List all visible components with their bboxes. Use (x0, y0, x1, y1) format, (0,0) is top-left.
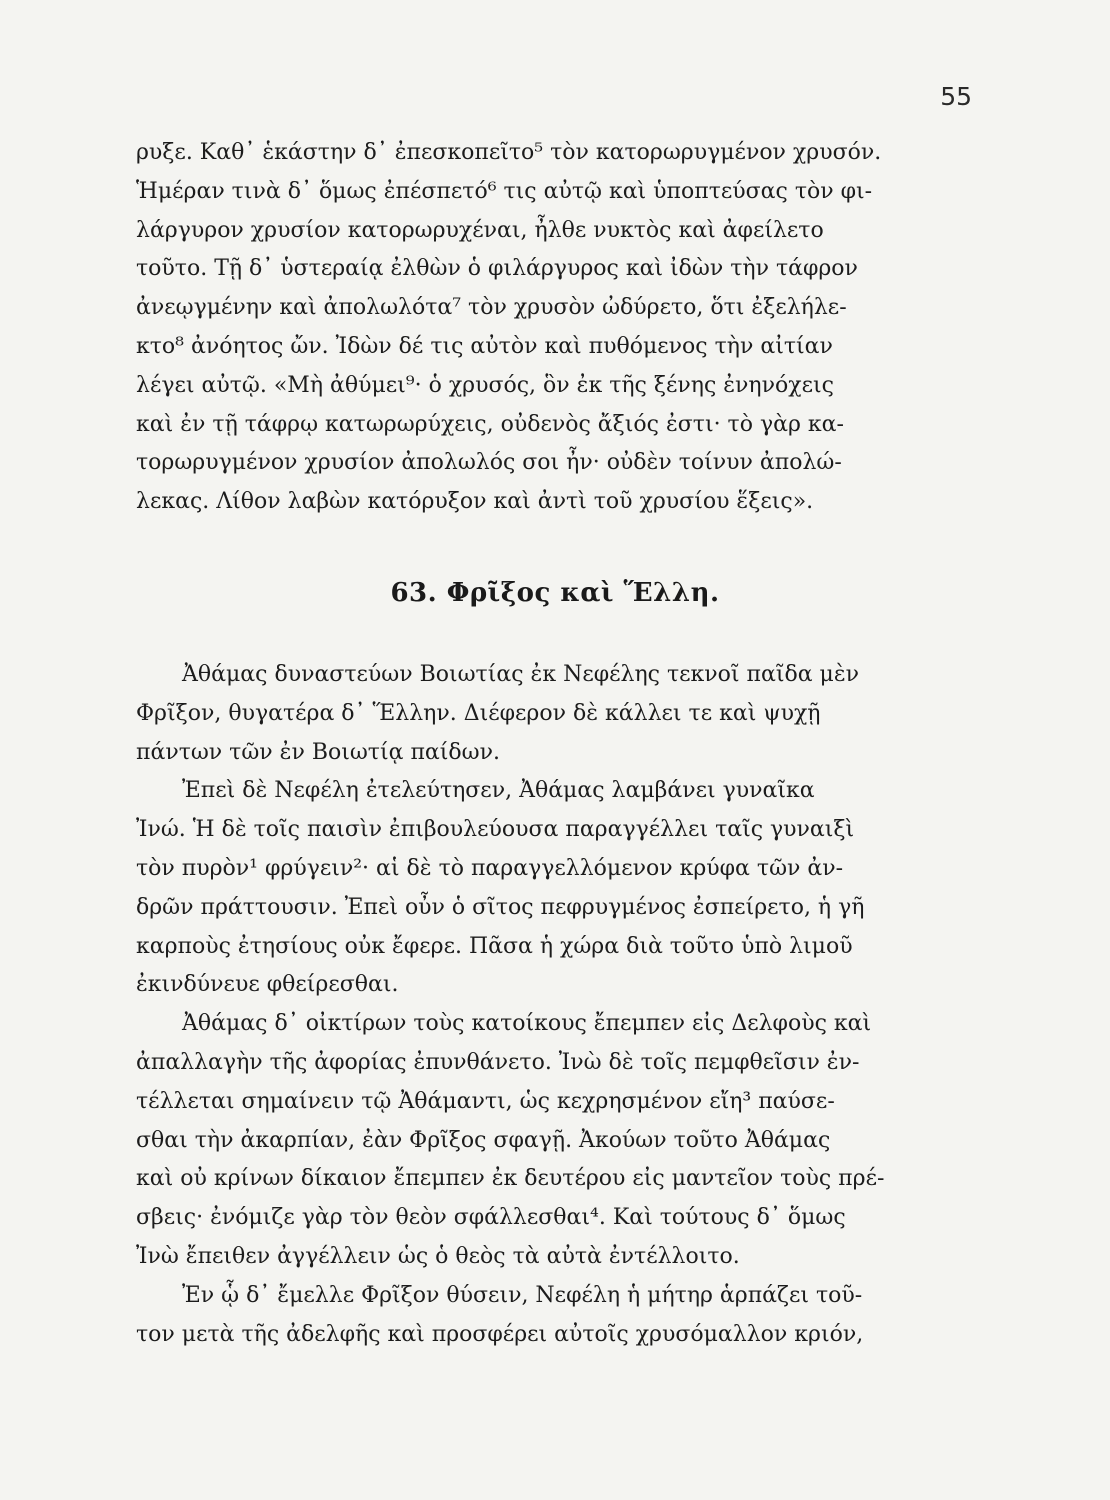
text-line: τὸν πυρὸν¹ φρύγειν²· αἱ δὲ τὸ παραγγελλόμενον κρύφα τῶν ἀν- (136, 855, 844, 881)
text-line: ἀνεῳγμένην καὶ ἀπολωλότα⁷ τὸν χρυσὸν ὠδύρετο, ὅτι ἐξελήλε- (136, 295, 847, 321)
text-line: καὶ ἐν τῇ τάφρῳ κατωρωρύχεις, οὐδενὸς ἄξιός ἐστι· τὸ γὰρ κα- (136, 411, 844, 437)
text-line: πάντων τῶν ἐν Βοιωτίᾳ παίδων. (136, 739, 500, 765)
text-line: τέλλεται σημαίνειν τῷ Ἀθάμαντι, ὡς κεχρησμένον εἴη³ παύσε- (136, 1088, 835, 1114)
section-heading: 63. Φρῖξος καὶ Ἕλλη. (390, 578, 720, 608)
text-line: λεκας. Λίθον λαβὼν κατόρυξον καὶ ἀντὶ τοῦ χρυσίου ἕξεις». (136, 489, 814, 515)
text-line: Ἰνὼ ἔπειθεν ἀγγέλλειν ὡς ὁ θεὸς τὰ αὐτὰ ἐντέλλοιτο. (136, 1243, 740, 1269)
text-line: καρποὺς ἐτησίους οὐκ ἔφερε. Πᾶσα ἡ χώρα διὰ τοῦτο ὑπὸ λιμοῦ (136, 933, 853, 959)
text-line: Ἡμέραν τινὰ δ᾽ ὅμως ἐπέσπετό⁶ τις αὐτῷ καὶ ὑποπτεύσας τὸν φι- (136, 178, 873, 204)
text-line: τον μετὰ τῆς ἀδελφῆς καὶ προσφέρει αὐτοῖς χρυσόμαλλον κριόν, (136, 1321, 864, 1347)
text-line: ἐκινδύνευε φθείρεσθαι. (136, 972, 399, 998)
text-line: Ἰνώ. Ἡ δὲ τοῖς παισὶν ἐπιβουλεύουσα παραγγέλλει ταῖς γυναιξὶ (136, 817, 855, 843)
text-line: λάργυρον χρυσίον κατορωρυχέναι, ἦλθε νυκτὸς καὶ ἀφείλετο (136, 217, 824, 243)
text-line: Ἀθάμας δ᾽ οἰκτίρων τοὺς κατοίκους ἔπεμπεν εἰς Δελφοὺς καὶ (182, 1011, 872, 1037)
text-line: σθαι τὴν ἀκαρπίαν, ἐὰν Φρῖξος σφαγῇ. Ἀκούων τοῦτο Ἀθάμας (136, 1127, 831, 1153)
passage-phrixus-and-helle (136, 656, 966, 1354)
text-line: σβεις· ἐνόμιζε γὰρ τὸν θεὸν σφάλλεσθαι⁴. Καὶ τούτους δ᾽ ὅμως (136, 1205, 846, 1231)
text-line: Ἐπεὶ δὲ Νεφέλη ἐτελεύτησεν, Ἀθάμας λαμβάνει γυναῖκα (182, 778, 815, 804)
text-line: Φρῖξον, θυγατέρα δ᾽ Ἕλλην. Διέφερον δὲ κάλλει τε καὶ ψυχῇ (136, 700, 821, 726)
text-line: ρυξε. Καθ᾽ ἑκάστην δ᾽ ἐπεσκοπεῖτο⁵ τὸν κατορωρυγμένον χρυσόν. (136, 140, 882, 165)
passage-63-preceding (136, 134, 966, 522)
text-line: τοῦτο. Τῇ δ᾽ ὑστεραίᾳ ἐλθὼν ὁ φιλάργυρος καὶ ἰδὼν τὴν τάφρον (136, 256, 858, 282)
text-line: λέγει αὐτῷ. «Μὴ ἀθύμει⁹· ὁ χρυσός, ὃν ἐκ τῆς ξένης ἐνηνόχεις (136, 372, 834, 398)
text-line: Ἀθάμας δυναστεύων Βοιωτίας ἐκ Νεφέλης τεκνοῖ παῖδα μὲν (182, 662, 860, 687)
page-number: 55 (940, 82, 972, 111)
text-line: κτο⁸ ἀνόητος ὤν. Ἰδὼν δέ τις αὐτὸν καὶ πυθόμενος τὴν αἰτίαν (136, 333, 833, 359)
text-line: τορωρυγμένον χρυσίον ἀπολωλός σοι ἦν· οὐδὲν τοίνυν ἀπολώ- (136, 450, 842, 476)
text-line: καὶ οὐ κρίνων δίκαιον ἔπεμπεν ἐκ δευτέρου εἰς μαντεῖον τοὺς πρέ- (136, 1166, 885, 1192)
text-line: δρῶν πράττουσιν. Ἐπεὶ οὖν ὁ σῖτος πεφρυγμένος ἐσπείρετο, ἡ γῆ (136, 894, 865, 920)
text-line: ἀπαλλαγὴν τῆς ἀφορίας ἐπυνθάνετο. Ἰνὼ δὲ τοῖς πεμφθεῖσιν ἐν- (136, 1049, 860, 1075)
text-line: Ἐν ᾧ δ᾽ ἔμελλε Φρῖξον θύσειν, Νεφέλη ἡ μήτηρ ἁρπάζει τοῦ- (182, 1282, 863, 1308)
